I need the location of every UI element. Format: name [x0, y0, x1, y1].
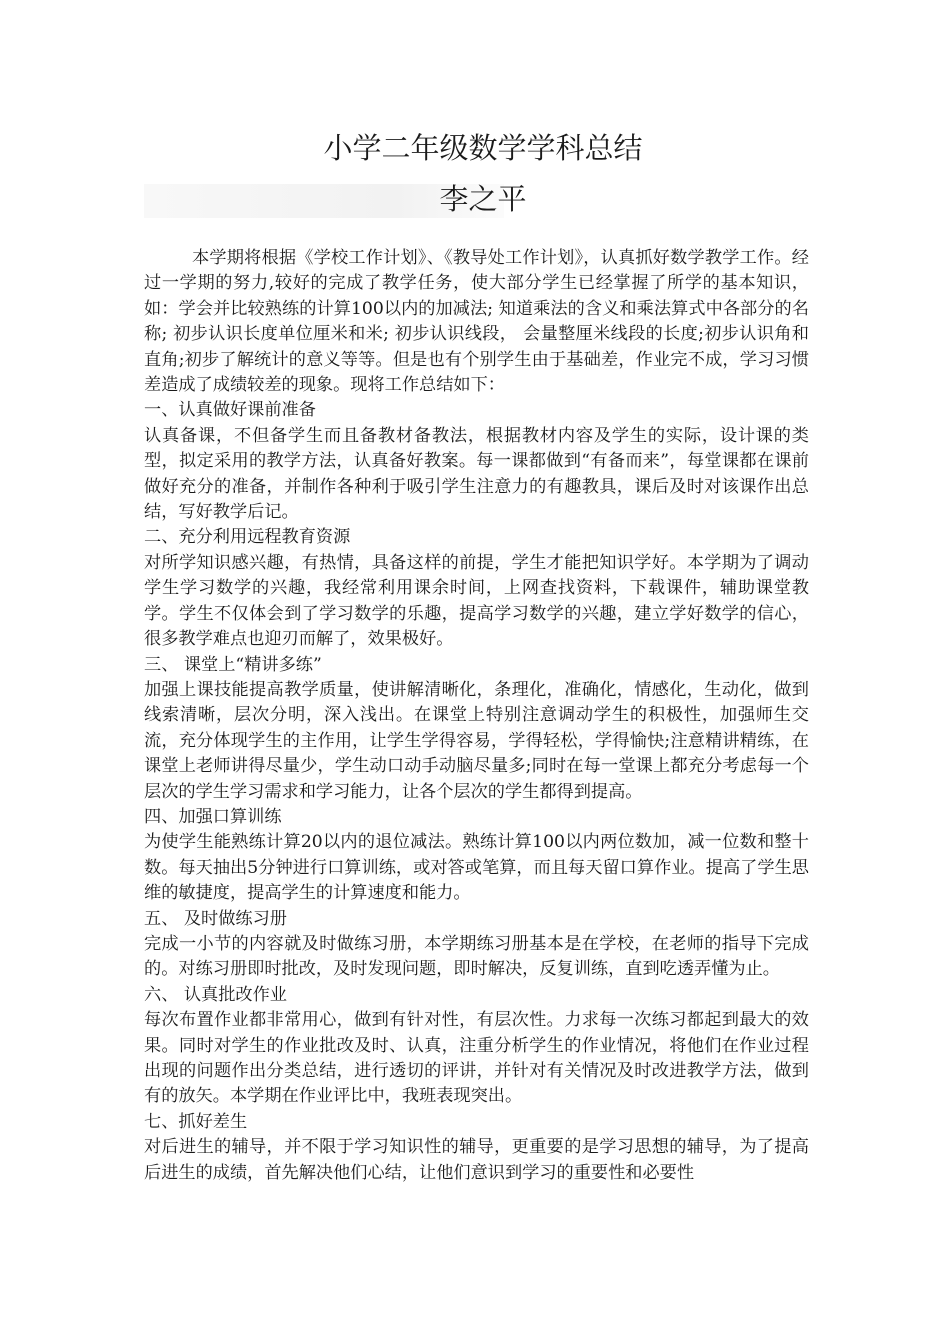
section-paragraph: 对所学知识感兴趣，有热情，具备这样的前提，学生才能把知识学好。本学期为了调动学生学习数学的兴趣，我经常利用课余时间，上网查找资料，下载课件，辅助课堂教学。学生不仅体会到了学习数学的乐趣，提高学习数学的兴趣，建立学好数学的信心，很多教学难点也迎刃而解了，效果极好。: [144, 552, 809, 650]
section-heading: 七、抓好差生: [144, 1111, 248, 1132]
section-paragraph: 对后进生的辅导，并不限于学习知识性的辅导，更重要的是学习思想的辅导，为了提高后进生的成绩，首先解决他们心结，让他们意识到学习的重要性和必要性: [144, 1137, 809, 1183]
section-heading: 五、 及时做练习册: [144, 908, 287, 929]
section-paragraph: 每次布置作业都非常用心，做到有针对性，有层次性。力求每一次练习都起到最大的效果。同时对学生的作业批改及时、认真，注重分析学生的作业情况，将他们在作业过程出现的问题作出分类总结，进行透切的评讲，并针对有关情况及时改进教学方法，做到有的放矢。本学期在作业评比中，我班表现突出。: [144, 1010, 809, 1107]
section-heading: 二、充分利用远程教育资源: [144, 527, 351, 548]
section-paragraph: 完成一小节的内容就及时做练习册，本学期练习册基本是在学校，在老师的指导下完成的。对练习册即时批改，及时发现问题，即时解决，反复训练，直到吃透弄懂为止。: [144, 933, 809, 980]
section-paragraph: 认真备课，不但备学生而且备教材备教法，根据教材内容及学生的实际，设计课的类型，拟定采用的教学方法，认真备好教案。每一课都做到“有备而来”，每堂课都在课前做好充分的准备，并制作各种利于吸引学生注意力的有趣教具，课后及时对该课作出总结，写好教学后记。: [144, 425, 809, 523]
intro-paragraph: 本学期将根据《学校工作计划》、《教导处工作计划》，认真抓好数学教学工作。经过一学期的努力,较好的完成了教学任务，使大部分学生已经掌握了所学的基本知识，如：学会并比较熟练的计算100以内的加减法; 知道乘法的含义和乘法算式中各部分的名称; 初步认识长度单位厘米和米; 初步认识线段， 会量整厘米线段的长度;初步认识角和直角;初步了解统计的意义等等。但是也有个别学生由于基础差，作业完不成，学习习惯差造成了成绩较差的现象。现将工作总结如下：: [144, 248, 809, 396]
section-heading: 三、 课堂上“精讲多练”: [144, 654, 322, 675]
document-title: 小学二年级数学学科总结: [323, 131, 643, 165]
section-heading: 四、加强口算训练: [144, 806, 282, 827]
document-author: 李之平: [439, 182, 527, 216]
section-heading: 一、认真做好课前准备: [144, 400, 316, 421]
section-heading: 六、 认真批改作业: [144, 984, 287, 1005]
document-body: [144, 246, 809, 1186]
section-paragraph: 为使学生能熟练计算20以内的退位减法。熟练计算100以内两位数加，减一位数和整十数。每天抽出5分钟进行口算训练，或对答或笔算，而且每天留口算作业。提高了学生思维的敏捷度，提高学生的计算速度和能力。: [144, 832, 809, 904]
section-paragraph: 加强上课技能提高教学质量，使讲解清晰化，条理化，准确化，情感化，生动化，做到线索清晰，层次分明，深入浅出。在课堂上特别注意调动学生的积极性，加强师生交流，充分体现学生的主作用，让学生学得容易，学得轻松，学得愉快;注意精讲精练，在课堂上老师讲得尽量少，学生动口动手动脑尽量多;同时在每一堂课上都充分考虑每一个层次的学生学习需求和学习能力，让各个层次的学生都得到提高。: [144, 679, 809, 802]
